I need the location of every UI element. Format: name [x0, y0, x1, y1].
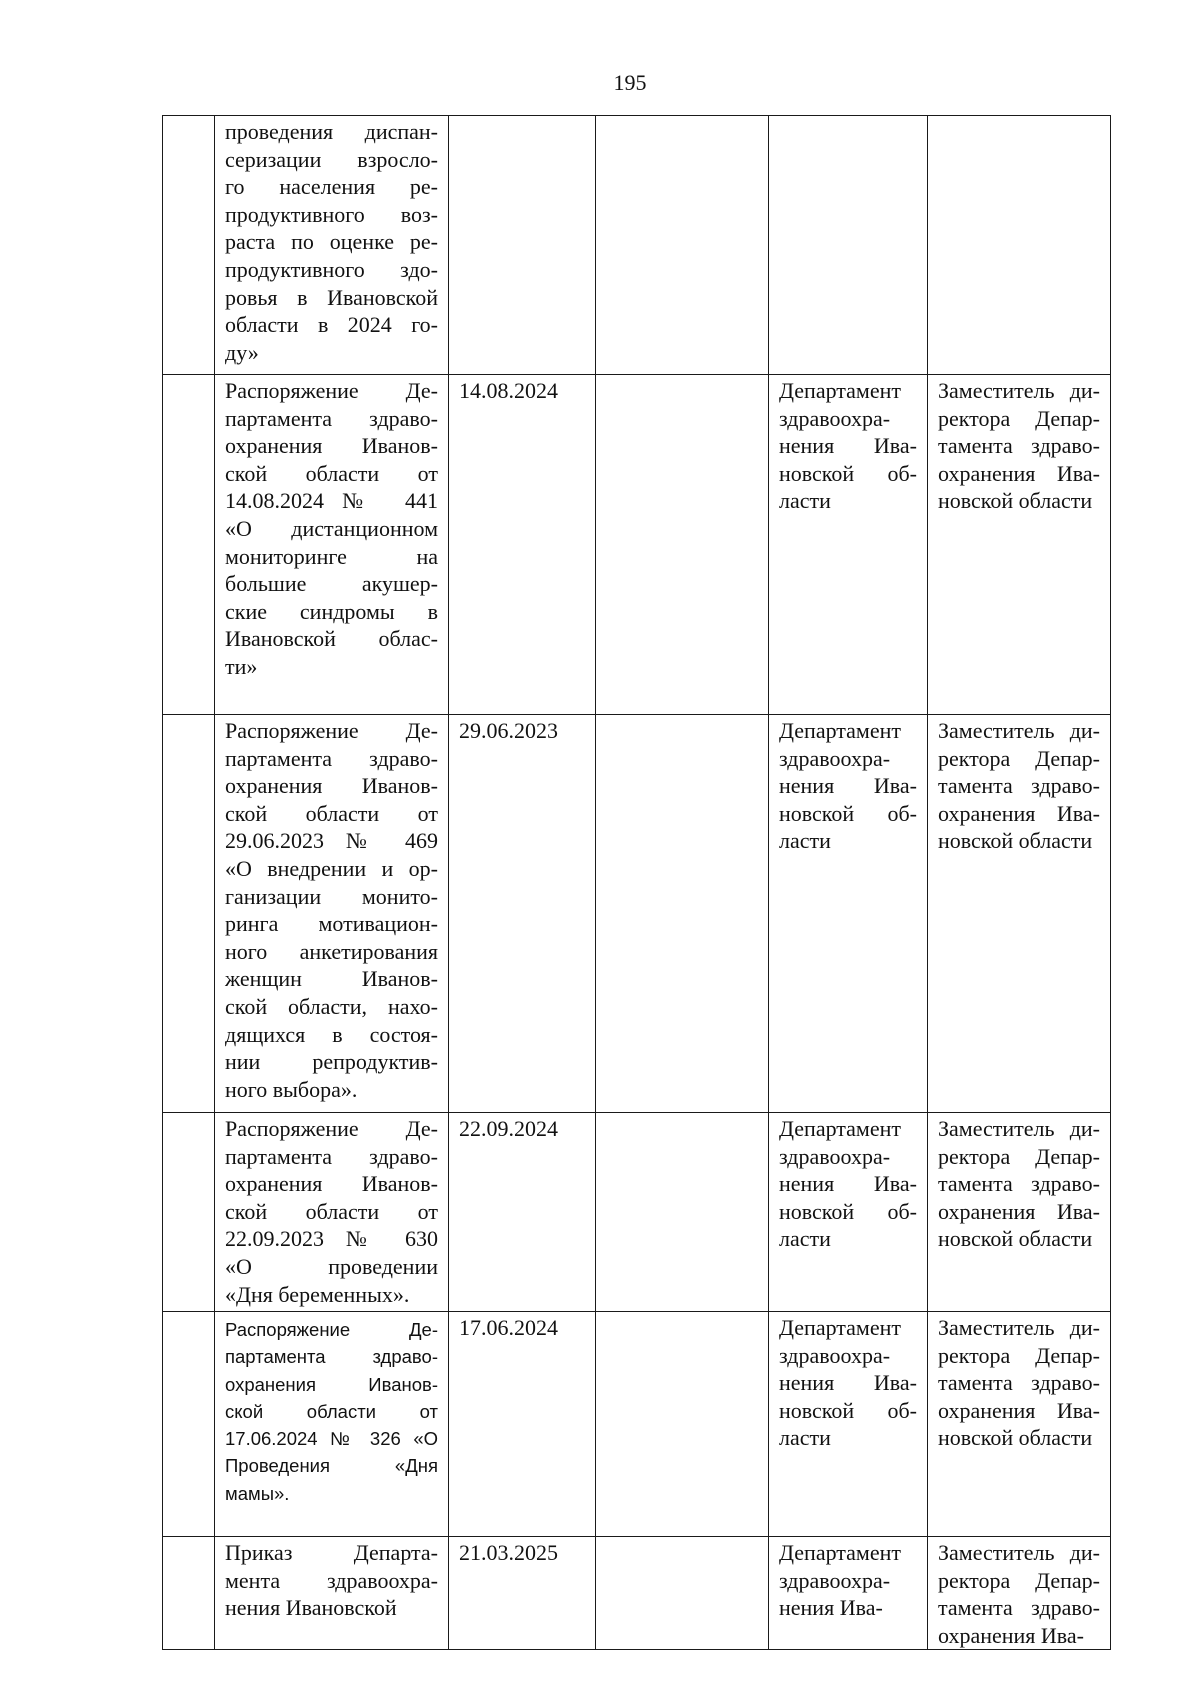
text-line: «О внедрении и ор-: [225, 855, 438, 881]
text-line: большие акушер-: [225, 571, 438, 597]
text-line: ного анкетирования: [225, 938, 438, 964]
date-cell: [449, 116, 596, 375]
text-line: ду»: [225, 339, 259, 365]
text-line: новской области: [938, 828, 1093, 854]
text-line: тамента здраво-: [938, 1171, 1100, 1197]
text-line: продуктивного здо-: [225, 256, 438, 282]
text-line: нения Ива-: [779, 773, 917, 799]
text-line: ласти: [779, 828, 831, 854]
document-cell: [215, 1537, 449, 1650]
text-line: ской области от: [225, 800, 438, 826]
text-line: ской области от: [225, 1198, 438, 1224]
text-line: здравоохра-: [779, 1342, 891, 1368]
text-line: новской области: [938, 1226, 1093, 1252]
text-line: охранения Иванов-: [225, 1171, 438, 1197]
responsible-cell: [928, 375, 1111, 715]
text-line: нии репродуктив-: [225, 1049, 438, 1075]
text-line: Департамент: [779, 1315, 902, 1340]
responsible-cell: [928, 1113, 1111, 1312]
text-line: здравоохра-: [779, 745, 891, 771]
text-line: Заместитель ди-: [938, 1540, 1100, 1565]
text-line: «О проведении: [225, 1253, 438, 1279]
text-line: ного выбора».: [225, 1076, 358, 1102]
text-line: ской области от: [225, 1400, 438, 1422]
text-line: здравоохра-: [779, 1143, 891, 1169]
text-line: тамента здраво-: [938, 773, 1100, 799]
empty-cell: [596, 116, 769, 375]
text-line: ринга мотивацион-: [225, 911, 438, 937]
text-line: Департамент: [779, 1540, 902, 1565]
date-cell: 14.08.2024: [449, 375, 596, 715]
text-line: партамента здраво-: [225, 1143, 438, 1169]
number-cell: [163, 1537, 215, 1650]
number-cell: [163, 116, 215, 375]
text-line: партамента здраво-: [225, 405, 438, 431]
text-line: мамы».: [225, 1482, 290, 1504]
number-cell: [163, 375, 215, 715]
text-line: Заместитель ди-: [938, 1116, 1100, 1141]
text-line: ректора Депар-: [938, 1567, 1100, 1593]
text-line: мониторинге на: [225, 543, 438, 569]
text-line: охранения Ива-: [938, 1622, 1084, 1648]
text-line: нения Ива-: [779, 1595, 883, 1621]
text-line: Распоряжение Де-: [225, 378, 438, 403]
text-line: нения Ивановской: [225, 1595, 397, 1621]
text-line: ректора Депар-: [938, 1342, 1100, 1368]
text-line: Распоряжение Де-: [225, 718, 438, 743]
text-line: Распоряжение Де-: [225, 1116, 438, 1141]
table-body: [163, 116, 1111, 1650]
date-cell: 17.06.2024: [449, 1312, 596, 1537]
executor-cell: [769, 715, 928, 1113]
text-line: женщин Иванов-: [225, 966, 438, 992]
responsible-cell: [928, 1537, 1111, 1650]
text-line: новской области: [938, 488, 1093, 514]
document-table: [162, 115, 1111, 1650]
text-line: охранения Иванов-: [225, 433, 438, 459]
text-line: «О дистанционном: [225, 515, 438, 541]
text-line: Заместитель ди-: [938, 718, 1100, 743]
text-line: нения Ива-: [779, 1370, 917, 1396]
document-cell: [215, 116, 449, 375]
page-number: 195: [613, 70, 647, 95]
table-row: [163, 1312, 1111, 1537]
number-cell: [163, 715, 215, 1113]
text-line: мента здравоохра-: [225, 1567, 438, 1593]
text-line: Проведения «Дня: [225, 1455, 438, 1477]
text-line: Заместитель ди-: [938, 378, 1100, 403]
text-line: Приказ Департа-: [225, 1540, 438, 1565]
text-line: раста по оценке ре-: [225, 229, 438, 255]
text-line: партамента здраво-: [225, 1346, 438, 1368]
text-line: области в 2024 го-: [225, 312, 438, 338]
text-line: здравоохра-: [779, 405, 891, 431]
document-cell: [215, 1113, 449, 1312]
number-cell: [163, 1113, 215, 1312]
text-line: го населения ре-: [225, 174, 438, 200]
text-line: дящихся в состоя-: [225, 1021, 438, 1047]
text-line: ректора Депар-: [938, 1143, 1100, 1169]
text-line: проведения диспан-: [225, 119, 438, 144]
text-line: 22.09.2023 № 630: [225, 1226, 438, 1252]
executor-cell: [769, 116, 928, 375]
text-line: здравоохра-: [779, 1567, 891, 1593]
text-line: охранения Ива-: [938, 800, 1100, 826]
date-cell: 29.06.2023: [449, 715, 596, 1113]
text-line: 17.06.2024 № 326 «О: [225, 1428, 438, 1450]
text-line: Департамент: [779, 1116, 902, 1141]
text-line: серизации взросло-: [225, 146, 438, 172]
number-cell: [163, 1312, 215, 1537]
text-line: новской об-: [779, 1397, 917, 1423]
text-line: охранения Ива-: [938, 1198, 1100, 1224]
text-line: Распоряжение Де-: [225, 1319, 438, 1340]
executor-cell: [769, 375, 928, 715]
text-line: новской об-: [779, 800, 917, 826]
text-line: Заместитель ди-: [938, 1315, 1100, 1340]
document-cell: [215, 715, 449, 1113]
text-line: ласти: [779, 1226, 831, 1252]
responsible-cell: [928, 715, 1111, 1113]
text-line: ровья в Ивановской: [225, 284, 438, 310]
text-line: «Дня беременных».: [225, 1281, 410, 1307]
executor-cell: [769, 1312, 928, 1537]
text-line: тамента здраво-: [938, 1370, 1100, 1396]
table-row: [163, 1113, 1111, 1312]
empty-cell: [596, 1312, 769, 1537]
text-line: 29.06.2023 № 469: [225, 828, 438, 854]
text-line: ти»: [225, 653, 258, 679]
text-line: ректора Депар-: [938, 745, 1100, 771]
text-line: ской области от: [225, 460, 438, 486]
text-line: охранения Ива-: [938, 1397, 1100, 1423]
text-line: Департамент: [779, 718, 902, 743]
text-line: ской области, нахо-: [225, 993, 438, 1019]
empty-cell: [596, 1113, 769, 1312]
text-line: ласти: [779, 1425, 831, 1451]
executor-cell: [769, 1537, 928, 1650]
text-line: ректора Депар-: [938, 405, 1100, 431]
text-line: новской области: [938, 1425, 1093, 1451]
executor-cell: [769, 1113, 928, 1312]
text-line: нения Ива-: [779, 433, 917, 459]
text-line: продуктивного воз-: [225, 201, 438, 227]
table-row: [163, 1537, 1111, 1650]
empty-cell: [596, 715, 769, 1113]
text-line: новской об-: [779, 1198, 917, 1224]
table-row: [163, 116, 1111, 375]
text-line: Ивановской облас-: [225, 626, 438, 652]
empty-cell: [596, 375, 769, 715]
date-cell: 21.03.2025: [449, 1537, 596, 1650]
text-line: ласти: [779, 488, 831, 514]
text-line: тамента здраво-: [938, 1595, 1100, 1621]
text-line: нения Ива-: [779, 1171, 917, 1197]
text-line: новской об-: [779, 460, 917, 486]
text-line: тамента здраво-: [938, 433, 1100, 459]
responsible-cell: [928, 116, 1111, 375]
document-cell: [215, 1312, 449, 1537]
table-row: [163, 715, 1111, 1113]
responsible-cell: [928, 1312, 1111, 1537]
text-line: 14.08.2024№ 441: [225, 488, 438, 514]
text-line: охранения Иванов-: [225, 1373, 438, 1395]
text-line: ские синдромы в: [225, 598, 438, 624]
date-cell: 22.09.2024: [449, 1113, 596, 1312]
text-line: охранения Иванов-: [225, 773, 438, 799]
text-line: партамента здраво-: [225, 745, 438, 771]
empty-cell: [596, 1537, 769, 1650]
text-line: ганизации монито-: [225, 883, 438, 909]
text-line: Департамент: [779, 378, 902, 403]
document-cell: [215, 375, 449, 715]
text-line: охранения Ива-: [938, 460, 1100, 486]
table-row: [163, 375, 1111, 715]
